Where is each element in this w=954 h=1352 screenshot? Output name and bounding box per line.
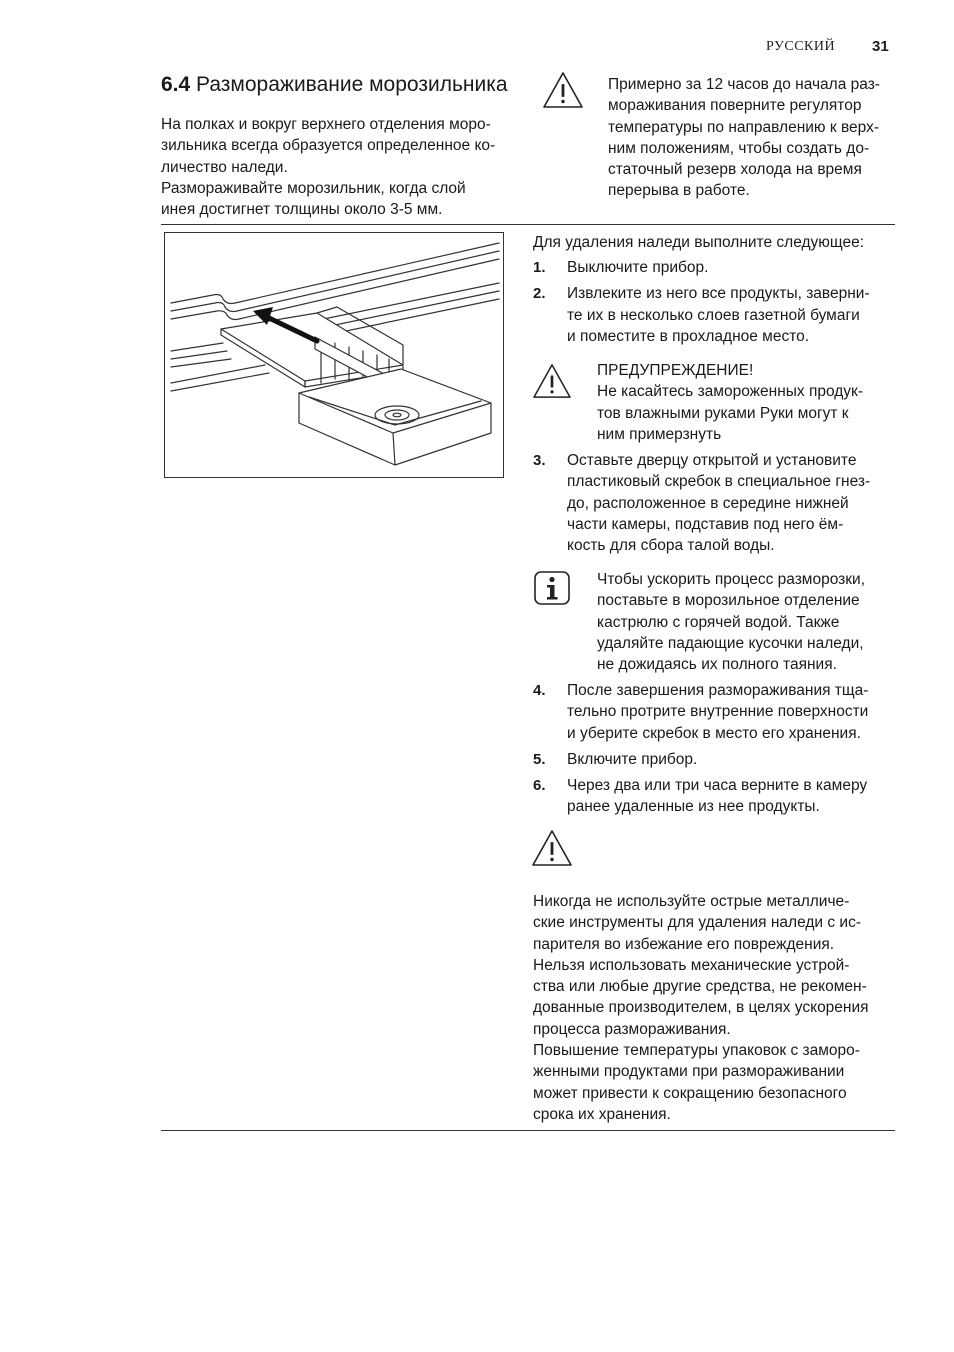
list-item	[533, 450, 870, 556]
info-line: поставьте в морозильное отделение	[597, 592, 860, 610]
step-line: и поместите в прохладное место.	[567, 327, 810, 345]
step-number: 6.	[533, 777, 546, 795]
step-line: После завершения размораживания тща-	[567, 682, 869, 699]
warning-triangle-icon	[532, 363, 572, 399]
bottom-warning-line: Никогда не используйте острые металличе-	[533, 893, 850, 910]
bottom-warning-line: Нельзя использовать механические устрой-	[533, 956, 850, 974]
list-item	[533, 257, 870, 278]
step-line: Выключите прибор.	[567, 259, 709, 276]
step-line: Извлеките из него все продукты, заверни-	[567, 285, 870, 303]
step-line: пластиковый скребок в специальное гнез-	[567, 473, 871, 491]
intro-line: На полках и вокруг верхнего отделения моро-	[161, 116, 491, 133]
step-warning	[597, 360, 863, 445]
top-warning-text	[608, 74, 880, 202]
section-title-text: Размораживание морозильника	[196, 73, 508, 96]
step-line: и уберите скребок в место его хранения.	[567, 724, 861, 742]
bottom-divider	[161, 1130, 895, 1131]
info-note	[597, 569, 865, 675]
step-line: части камеры, подставив под него ём-	[567, 515, 844, 533]
section-number: 6.4	[161, 73, 191, 96]
intro-paragraph	[161, 114, 495, 220]
list-item	[533, 775, 868, 818]
step-number: 1.	[533, 259, 546, 276]
procedure-lead: Для удаления наледи выполните следующее:	[533, 234, 865, 251]
bottom-warning-line: ские инструменты для удаления наледи с ис-	[533, 914, 861, 932]
list-item	[533, 283, 870, 347]
info-line: Чтобы ускорить процесс разморозки,	[597, 571, 865, 588]
bottom-warning-line: срока их хранения.	[533, 1105, 671, 1123]
step-line: Оставьте дверцу открытой и установите	[567, 452, 857, 469]
step-number: 3.	[533, 452, 546, 469]
intro-line: зильника всегда образуется определенное ко-	[161, 137, 496, 155]
bottom-warning-line: ства или любые другие средства, не рекомен-	[533, 978, 867, 996]
bottom-warning-line: Повышение температуры упаковок с заморо-	[533, 1042, 860, 1060]
bottom-warning-line: может привести к сокращению безопасного	[533, 1084, 847, 1102]
header-language: РУССКИЙ	[766, 39, 836, 54]
step-line: ранее удаленные из нее продукты.	[567, 798, 820, 816]
top-warning-line: мораживания поверните регулятор	[608, 97, 862, 115]
top-warning-line: ним положениям, чтобы создать до-	[608, 139, 870, 157]
step-number: 4.	[533, 682, 546, 699]
steps-list-b	[533, 680, 868, 823]
list-item	[533, 749, 868, 770]
info-line: не дожидаясь их полного таяния.	[597, 656, 837, 674]
page-number: 31	[872, 38, 889, 55]
bottom-warning-text	[533, 891, 869, 1125]
intro-line: Размораживайте морозильник, когда слой	[161, 179, 466, 197]
bottom-warning-line: женными продуктами при размораживании	[533, 1063, 845, 1081]
section-divider	[161, 224, 895, 225]
top-warning-line: перерыва в работе.	[608, 182, 750, 200]
top-warning-line: температуры по направлению к верх-	[608, 118, 879, 136]
section-title	[161, 73, 508, 97]
warning-title: ПРЕДУПРЕЖДЕНИЕ!	[597, 362, 754, 379]
intro-line: личество наледи.	[161, 158, 288, 176]
defrost-illustration	[164, 232, 504, 478]
top-warning-line: статочный резерв холода на время	[608, 161, 862, 179]
step-line: Через два или три часа верните в камеру	[567, 777, 868, 795]
step-line: Включите прибор.	[567, 750, 698, 768]
steps-list-a	[533, 257, 870, 352]
scraper-tray-drawing	[165, 233, 503, 477]
warning-line: ним примерзнуть	[597, 425, 722, 443]
step-line: те их в несколько слоев газетной бумаги	[567, 306, 860, 324]
bottom-warning-line: процесса размораживания.	[533, 1020, 731, 1038]
top-warning-line: Примерно за 12 часов до начала раз-	[608, 76, 880, 93]
list-item	[533, 680, 868, 744]
bottom-warning-line: дованные производителем, в целях ускорения	[533, 999, 869, 1017]
bottom-warning-line: парителя во избежание его повреждения.	[533, 935, 835, 953]
warning-triangle-icon	[531, 829, 573, 867]
warning-line: Не касайтесь замороженных продук-	[597, 383, 863, 401]
info-line: кастрюлю с горячей водой. Также	[597, 613, 840, 631]
step-number: 2.	[533, 285, 546, 303]
steps-list-3	[533, 450, 870, 561]
warning-line: тов влажными руками Руки могут к	[597, 404, 849, 422]
step-line: до, расположенное в середине нижней	[567, 494, 849, 512]
info-line: удаляйте падающие кусочки наледи,	[597, 634, 864, 652]
step-line: кость для сбора талой воды.	[567, 537, 775, 555]
intro-line: инея достигнет толщины около 3-5 мм.	[161, 201, 443, 219]
warning-triangle-icon	[542, 71, 584, 109]
step-line: тельно протрите внутренние поверхности	[567, 703, 869, 721]
step-number: 5.	[533, 750, 546, 768]
info-icon	[533, 570, 571, 606]
